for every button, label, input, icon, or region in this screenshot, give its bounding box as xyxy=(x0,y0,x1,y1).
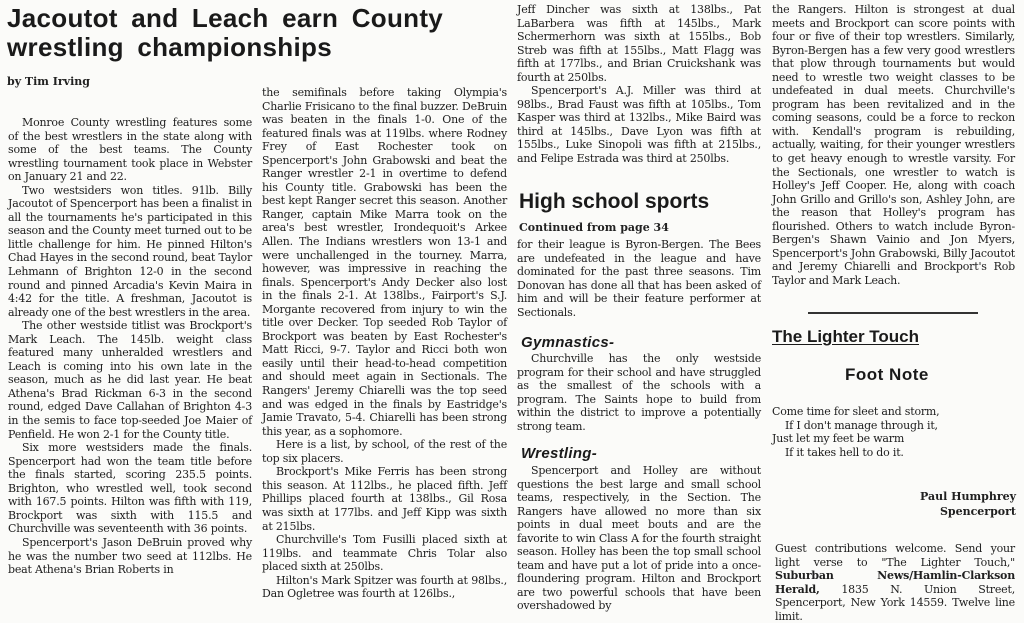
paragraph: Hilton's Mark Spitzer was fourth at 98lbs., Dan Ogletree was fourth at 126lbs., xyxy=(262,573,507,601)
poem-line: Just let my feet be warm xyxy=(772,432,905,445)
paragraph: Jeff Dincher was sixth at 138lbs., Pat LaBarbera was fifth at 145lbs., Mark Schermerhorn was sixth at 155lbs., Bob Streb was fifth at 155lbs., Matt Flagg was fifth at 177lbs., and Brian Cruickshank was fourth at 250lbs. xyxy=(517,3,761,84)
paragraph: the semifinals before taking Olympia's Charlie Frisicano to the final buzzer. DeBruin was beaten in the finals 1-0. One of the featured finals was at 119lbs. where Rodney Frey of East Rochester took on Spencerport's John Grabowski and beat the Ranger wrestler 2-1 in overtime to defend his County title. Grabowski has been the best kept Ranger secret this season. Another Ranger, captain Mike Marra took on the area's best wrestler, Irondequoit's Arkee Allen. The Indians wrestlers won 13-1 and were unchallenged in the tourney. Marra, however, was impressive in reaching the finals. Spencerport's Andy Decker also lost in the finals 2-1. At 138lbs., Fairport's S.J. Morgante recovered from injury to win the title over Decker. Top seeded Rob Taylor of Brockport was beaten by East Rochester's Matt Ricci, 9-7. Taylor and Ricci both won easily until their head-to-head competition and should meet again in Sectionals. The Rangers' Jeremy Chiarelli was the top seed and was edged in the finals by Eastridge's Jamie Travato, 5-4. Chiarelli has been strong this year, as a sophomore. xyxy=(262,86,507,438)
guest-contributions-note xyxy=(775,542,1015,623)
poem xyxy=(772,405,939,459)
poem-title: Foot Note xyxy=(845,365,929,384)
gymnastics-subhead: Gymnastics- xyxy=(521,334,615,351)
publication-name: Suburban News/Hamlin-Clarkson Herald, xyxy=(775,569,1015,596)
hs-sports-intro xyxy=(517,238,761,319)
gymnastics-body xyxy=(517,352,761,433)
poem-line: Come time for sleet and storm, xyxy=(772,405,940,418)
article-column-3 xyxy=(517,3,761,166)
guest-intro: Guest contributions welcome. Send your light verse to "The Lighter Touch," xyxy=(775,542,1015,569)
author-name: Paul Humphrey xyxy=(919,490,1016,503)
article-column-2 xyxy=(262,86,507,601)
section-title: High school sports xyxy=(519,190,710,213)
continued-note: Continued from page 34 xyxy=(519,221,669,234)
guest-address: 1835 N. Union Street, Spencerport, New York 14559. Twelve line limit. xyxy=(775,582,1016,623)
paragraph: Here is a list, by school, of the rest of the top six placers. xyxy=(262,438,507,465)
poem-line: If I don't manage through it, xyxy=(785,418,938,432)
paragraph: Churchville's Tom Fusilli placed sixth at 119lbs. and teammate Chris Tolar also placed sixth at 250lbs. xyxy=(262,533,507,574)
paragraph: for their league is Byron-Bergen. The Bees are undefeated in the league and have dominated for the past three seasons. Tim Donovan has done all that has been asked of him and will be their feature performer at Sectionals. xyxy=(517,238,761,319)
article-headline: Jacoutot and Leach earn County wrestling championships xyxy=(7,3,444,62)
paragraph: The other westside titlist was Brockport's Mark Leach. The 145lb. weight class featured many unheralded wrestlers and Leach is coming into his own late in the season, much as he did last year. He beat Athena's Brad Rickman 6-3 in the second round, edged Dave Callahan of Brighton 4-3 in the semis to face top-seeded Joe Maier of Penfield. He won 2-1 for the County title. xyxy=(8,319,252,441)
paragraph: the Rangers. Hilton is strongest at dual meets and Brockport can score points with four or five of their top wrestlers. Similarly, Byron-Bergen has a few very good wrestlers that plow through tournaments but would need to wrestle two weight classes to be undefeated in dual meets. Churchville's program has been revitalized and in the coming seasons, could be a force to reckon with. Kendall's program is rebuilding, actually, waiting, for their younger wrestlers to get heavy enough to wrestle varsity. For the Sectionals, one wrestler to watch is Holley's Jeff Cooper. He, along with coach John Grillo and Grillo's son, Ashley John, are the reason that Holley's program has flourished. Others to watch include Byron-Bergen's Shawn Vainio and Jon Myers, Spencerport's John Grabowski, Billy Jacoutot and Jeremy Chiarelli and Brockport's Rob Taylor and Mark Leach. xyxy=(772,3,1015,287)
paragraph: Brockport's Mike Ferris has been strong this season. At 112lbs., he placed fifth. Jeff Phillips placed fourth at 138lbs., Gil Rosa was sixth at 177lbs. and Jeff Kipp was sixth at 215lbs. xyxy=(262,465,507,533)
article-column-1 xyxy=(8,116,252,577)
wrestling-subhead: Wrestling- xyxy=(521,445,598,462)
lighter-touch-title: The Lighter Touch xyxy=(772,327,920,346)
article-byline: by Tim Irving xyxy=(7,75,90,88)
poem-signature xyxy=(920,489,1016,519)
paragraph: Two westsiders won titles. 91lb. Billy Jacoutot of Spencerport has been a finalist in all the tournaments he's participated in this season and the County meet turned out to be little challenge for him. He pinned Hilton's Chad Hayes in the second round, beat Taylor Lehmann of Brighton 12-0 in the second round and pinned Arcadia's Kevin Maira in 4:42 for the title. A freshman, Jacoutot is already one of the best wrestlers in the area. xyxy=(8,183,252,319)
paragraph: Monroe County wrestling features some of the best wrestlers in the state along with some of the best teams. The County wrestling tournament took place in Webster on January 21 and 22. xyxy=(8,116,252,184)
paragraph: Churchville has the only westside program for their school and have struggled as the smallest of the schools with a program. The Saints hope to build from within the district to improve a potentially strong team. xyxy=(517,352,761,433)
poem-line: If it takes hell to do it. xyxy=(785,445,904,459)
author-town: Spencerport xyxy=(939,505,1016,518)
article-column-4 xyxy=(772,3,1015,287)
paragraph: Spencerport's A.J. Miller was third at 98lbs., Brad Faust was fifth at 105lbs., Tom Kasper was third at 132lbs., Mike Baird was third at 145lbs., Dave Lyon was fifth at 155lbs., Luke Sinopoli was fifth at 215lbs., and Felipe Estrada was third at 250lbs. xyxy=(517,84,761,166)
wrestling-body xyxy=(517,464,761,613)
paragraph: Spencerport's Jason DeBruin proved why he was the number two seed at 112lbs. He beat Athena's Brian Roberts in xyxy=(8,535,252,577)
paragraph: Spencerport and Holley are without questions the best large and small school teams, respectively, in the Section. The Rangers have allowed no more than six points in dual meet bouts and are the favorite to win Class A for the fourth straight season. Holley has been the top small school team and have put a lot of pride into a once-floundering program. Hilton and Brockport are two powerful schools that have been overshadowed by xyxy=(517,464,761,613)
section-divider xyxy=(808,312,978,314)
paragraph: Six more westsiders made the finals. Spencerport had won the team title before the finals started, scoring 235.5 points. Brighton, who wrestled well, took second with 167.5 points. Hilton was fifth with 119, Brockport was sixth with 115.5 and Churchville was seventeenth with 36 points. xyxy=(8,441,252,536)
